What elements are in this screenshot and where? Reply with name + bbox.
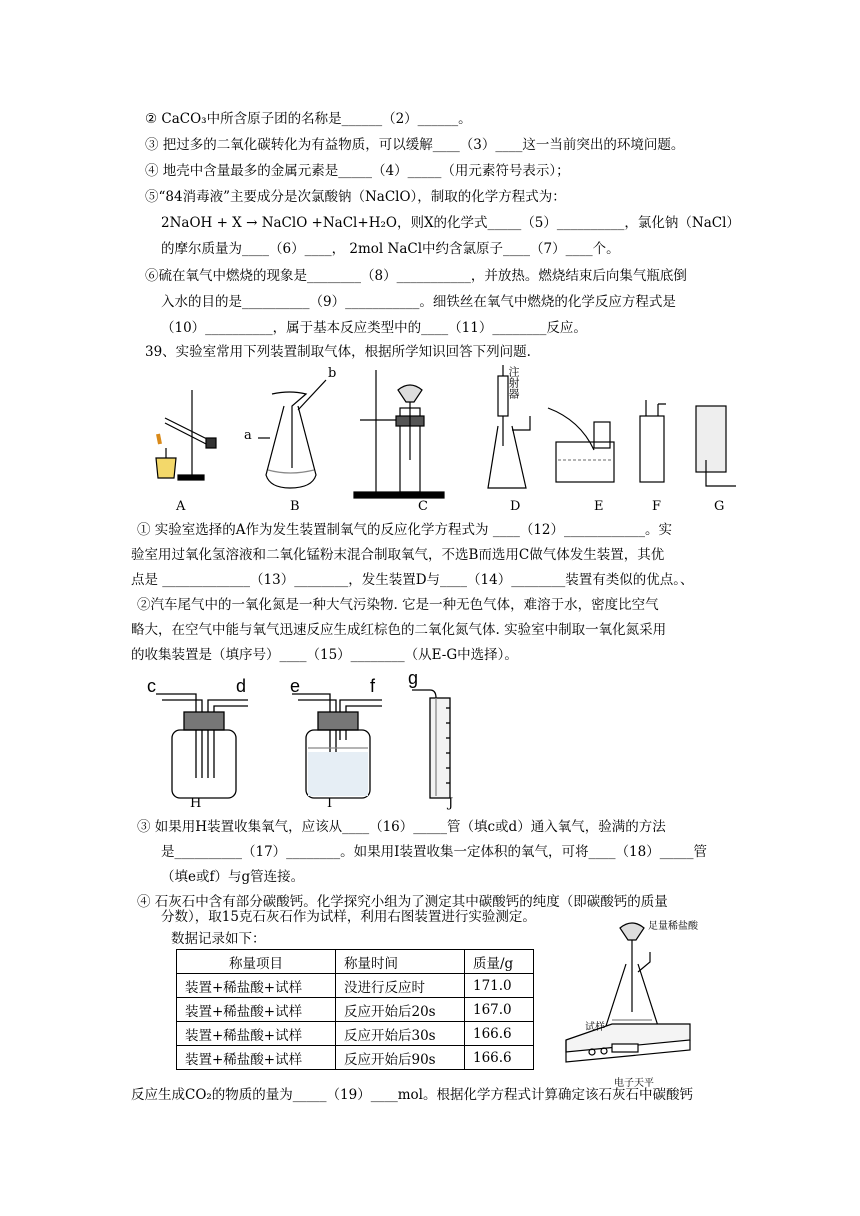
tube-label-e: e xyxy=(290,676,301,696)
apparatus-label-h: H xyxy=(190,796,202,811)
table-cell: 反应开始后30s xyxy=(336,1022,465,1046)
apparatus-c xyxy=(354,370,444,498)
apparatus-e xyxy=(548,408,614,482)
q39-p2-line-c: 的收集装置是（填序号）____（15）________（从E-G中选择）。 xyxy=(131,647,518,663)
apparatus-g xyxy=(696,406,736,486)
table-cell: 反应开始后20s xyxy=(336,998,465,1022)
q38-line-8: ⑥硫在氧气中燃烧的现象是________（8）___________，并放热。燃烧结束后向集气瓶底倒 xyxy=(145,268,687,284)
apparatus-h xyxy=(156,694,248,798)
q38-line-5: ⑤“84消毒液”主要成分是次氯酸钠（NaClO），制取的化学方程式为： xyxy=(145,189,566,205)
q39-p3-line-c: （填e或f）与g管连接。 xyxy=(161,869,305,885)
apparatus-diagram-a-g xyxy=(0,360,860,520)
table-cell: 没进行反应时 xyxy=(336,974,465,998)
q38-line-2: ② CaCO₃中所含原子团的名称是______（2）______。 xyxy=(145,111,472,127)
label-sample: 试样 xyxy=(585,1022,605,1033)
tube-label-f: f xyxy=(370,676,376,696)
apparatus-diagram-h-i-j xyxy=(0,668,860,798)
apparatus-label-c: C xyxy=(418,499,428,514)
apparatus-label-a: A xyxy=(176,499,186,514)
table-cell: 171.0 xyxy=(465,974,534,998)
data-caption: 数据记录如下： xyxy=(171,931,266,947)
apparatus-b xyxy=(258,380,326,488)
tube-label-d: d xyxy=(236,676,247,696)
q39-p3-line-b: 是__________（17）________。如果用I装置收集一定体积的氧气，可将____（18）_____管 xyxy=(161,844,707,860)
apparatus-a xyxy=(156,390,216,480)
apparatus-f xyxy=(640,400,666,482)
q39-p2-line-a: ②汽车尾气中的一氧化氮是一种大气污染物. 它是一种无色气体，难溶于水，密度比空气 xyxy=(137,597,659,613)
table-cell: 装置+稀盐酸+试样 xyxy=(177,974,336,998)
q38-line-6: 2NaOH + X → NaClO +NaCl+H₂O，则X的化学式_____（5）__________，氯化钠（NaCl） xyxy=(161,215,740,231)
label-a-tube: a xyxy=(244,428,252,443)
label-dilute-acid: 足量稀盐酸 xyxy=(648,921,698,932)
label-b-tube: b xyxy=(328,366,337,381)
table-header: 质量/g xyxy=(465,950,534,974)
q39-p4-line-a: ④ 石灰石中含有部分碳酸钙。化学探究小组为了测定其中碳酸钙的纯度（即碳酸钙的质量 xyxy=(137,894,668,910)
apparatus-i xyxy=(292,694,382,798)
table-cell: 装置+稀盐酸+试样 xyxy=(177,998,336,1022)
table-cell: 167.0 xyxy=(465,998,534,1022)
label-balance: 电子天平 xyxy=(614,1078,654,1089)
q39-last-line: 反应生成CO₂的物质的量为_____（19）____mol。根据化学方程式计算确定该石灰石中碳酸钙 xyxy=(131,1087,693,1103)
q39-intro: 39、实验室常用下列装置制取气体，根据所学知识回答下列问题. xyxy=(145,344,531,360)
apparatus-label-f: F xyxy=(652,499,662,514)
table-header: 称量项目 xyxy=(177,950,336,974)
apparatus-label-e: E xyxy=(594,499,604,514)
table-header: 称量时间 xyxy=(336,950,465,974)
table-cell: 反应开始后90s xyxy=(336,1046,465,1070)
tube-label-c: c xyxy=(147,676,156,696)
table-cell: 166.6 xyxy=(465,1046,534,1070)
apparatus-label-g: G xyxy=(714,499,725,514)
q39-p1-line-a: ① 实验室选择的A作为发生装置制氧气的反应化学方程式为 ____（12）____________。实 xyxy=(137,522,673,538)
q39-p1-line-b: 验室用过氧化氢溶液和二氧化锰粉末混合制取氧气，不选B而选用C做气体发生装置，其优 xyxy=(131,547,665,563)
q39-p3-line-a: ③ 如果用H装置收集氧气，应该从____（16）_____管（填c或d）通入氧气，验满的方法 xyxy=(137,819,666,835)
apparatus-label-i: I xyxy=(327,796,333,811)
syringe-label: 注射器 xyxy=(507,366,520,399)
table-cell: 装置+稀盐酸+试样 xyxy=(177,1022,336,1046)
q39-p2-line-b: 略大，在空气中能与氧气迅速反应生成红棕色的二氧化氮气体. 实验室中制取一氧化氮采用 xyxy=(131,622,667,638)
apparatus-j xyxy=(412,690,450,798)
table-cell: 166.6 xyxy=(465,1022,534,1046)
apparatus-label-j: J xyxy=(448,796,454,811)
apparatus-label-d: D xyxy=(510,499,521,514)
table-cell: 装置+稀盐酸+试样 xyxy=(177,1046,336,1070)
q38-line-3: ③ 把过多的二氧化碳转化为有益物质，可以缓解____（3）____这一当前突出的环境问题。 xyxy=(145,137,685,153)
q38-line-9: 入水的目的是__________（9）___________。细铁丝在氧气中燃烧的化学反应方程式是 xyxy=(161,294,676,310)
q39-p1-line-c: 点是 _____________（13）________，发生装置D与____（14）________装置有类似的优点。、 xyxy=(131,572,694,588)
q39-p4-line-b: 分数），取15克石灰石作为试样，利用右图装置进行实验测定。 xyxy=(161,909,536,925)
tube-label-g: g xyxy=(408,668,419,688)
q38-line-7: 的摩尔质量为____（6）____， 2mol NaCl中约含氯原子____（7）____个。 xyxy=(161,241,620,257)
q38-line-4: ④ 地壳中含量最多的金属元素是_____（4）_____（用元素符号表示）； xyxy=(145,163,570,179)
apparatus-label-b: B xyxy=(290,499,300,514)
q38-line-10: （10）__________，属于基本反应类型中的____（11）________反应。 xyxy=(161,320,587,336)
balance-apparatus xyxy=(0,912,860,1072)
